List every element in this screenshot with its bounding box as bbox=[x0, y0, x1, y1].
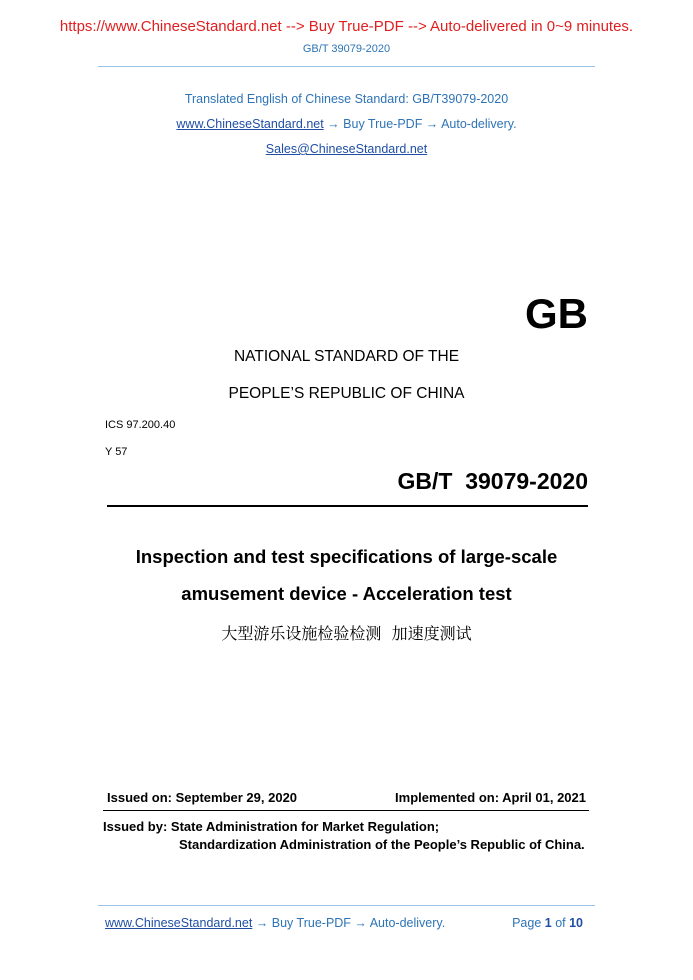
translation-notice: Translated English of Chinese Standard: GB/T39079-2020 bbox=[184, 92, 509, 106]
title-line1: Inspection and test specifications of large-scale bbox=[135, 546, 558, 567]
issued-on: Issued on: September 29, 2020 bbox=[107, 790, 298, 805]
standard-number: GB/T 39079-2020 bbox=[397, 468, 588, 494]
page-total: 10 bbox=[569, 916, 583, 930]
national-standard-line2: PEOPLE’S REPUBLIC OF CHINA bbox=[228, 385, 465, 402]
issued-by-continued: Standardization Administration of the People’s Republic of China. bbox=[179, 837, 585, 852]
ics-code: ICS 97.200.40 bbox=[105, 419, 176, 431]
footer-divider bbox=[98, 905, 595, 906]
title-chinese: 大型游乐设施检验检测 加速度测试 bbox=[221, 624, 472, 643]
gb-mark: GB bbox=[525, 290, 588, 337]
title-line2: amusement device - Acceleration test bbox=[181, 583, 512, 604]
header-doc-code: GB/T 39079-2020 bbox=[302, 43, 391, 55]
footer-links bbox=[105, 916, 445, 930]
chinesestandard-link[interactable]: www.ChineseStandard.net bbox=[176, 117, 324, 131]
national-standard-line1: NATIONAL STANDARD OF THE bbox=[233, 348, 460, 365]
footer-chinesestandard-link[interactable]: www.ChineseStandard.net bbox=[105, 916, 253, 930]
page-number: 1 bbox=[544, 916, 552, 930]
sales-email-link[interactable]: Sales@ChineseStandard.net bbox=[265, 142, 428, 156]
top-banner[interactable]: https://www.ChineseStandard.net --> Buy True-PDF --> Auto-delivered in 0~9 minutes. bbox=[59, 18, 634, 35]
buy-pdf-text: → Buy True-PDF → Auto-delivery. bbox=[323, 117, 517, 131]
of-label: of bbox=[551, 916, 570, 930]
page-indicator bbox=[512, 916, 583, 930]
footer-buy-text: → Buy True-PDF → Auto-delivery. bbox=[252, 916, 446, 930]
header-divider bbox=[98, 66, 595, 67]
issued-by: Issued by: State Administration for Market Regulation; bbox=[103, 819, 440, 834]
page-label: Page bbox=[512, 916, 545, 930]
email-line bbox=[0, 142, 693, 156]
ccs-code: Y 57 bbox=[105, 446, 128, 458]
title-rule bbox=[107, 505, 588, 507]
issued-rule bbox=[103, 810, 589, 811]
implemented-on: Implemented on: April 01, 2021 bbox=[395, 790, 586, 805]
translation-links-line bbox=[0, 117, 693, 131]
